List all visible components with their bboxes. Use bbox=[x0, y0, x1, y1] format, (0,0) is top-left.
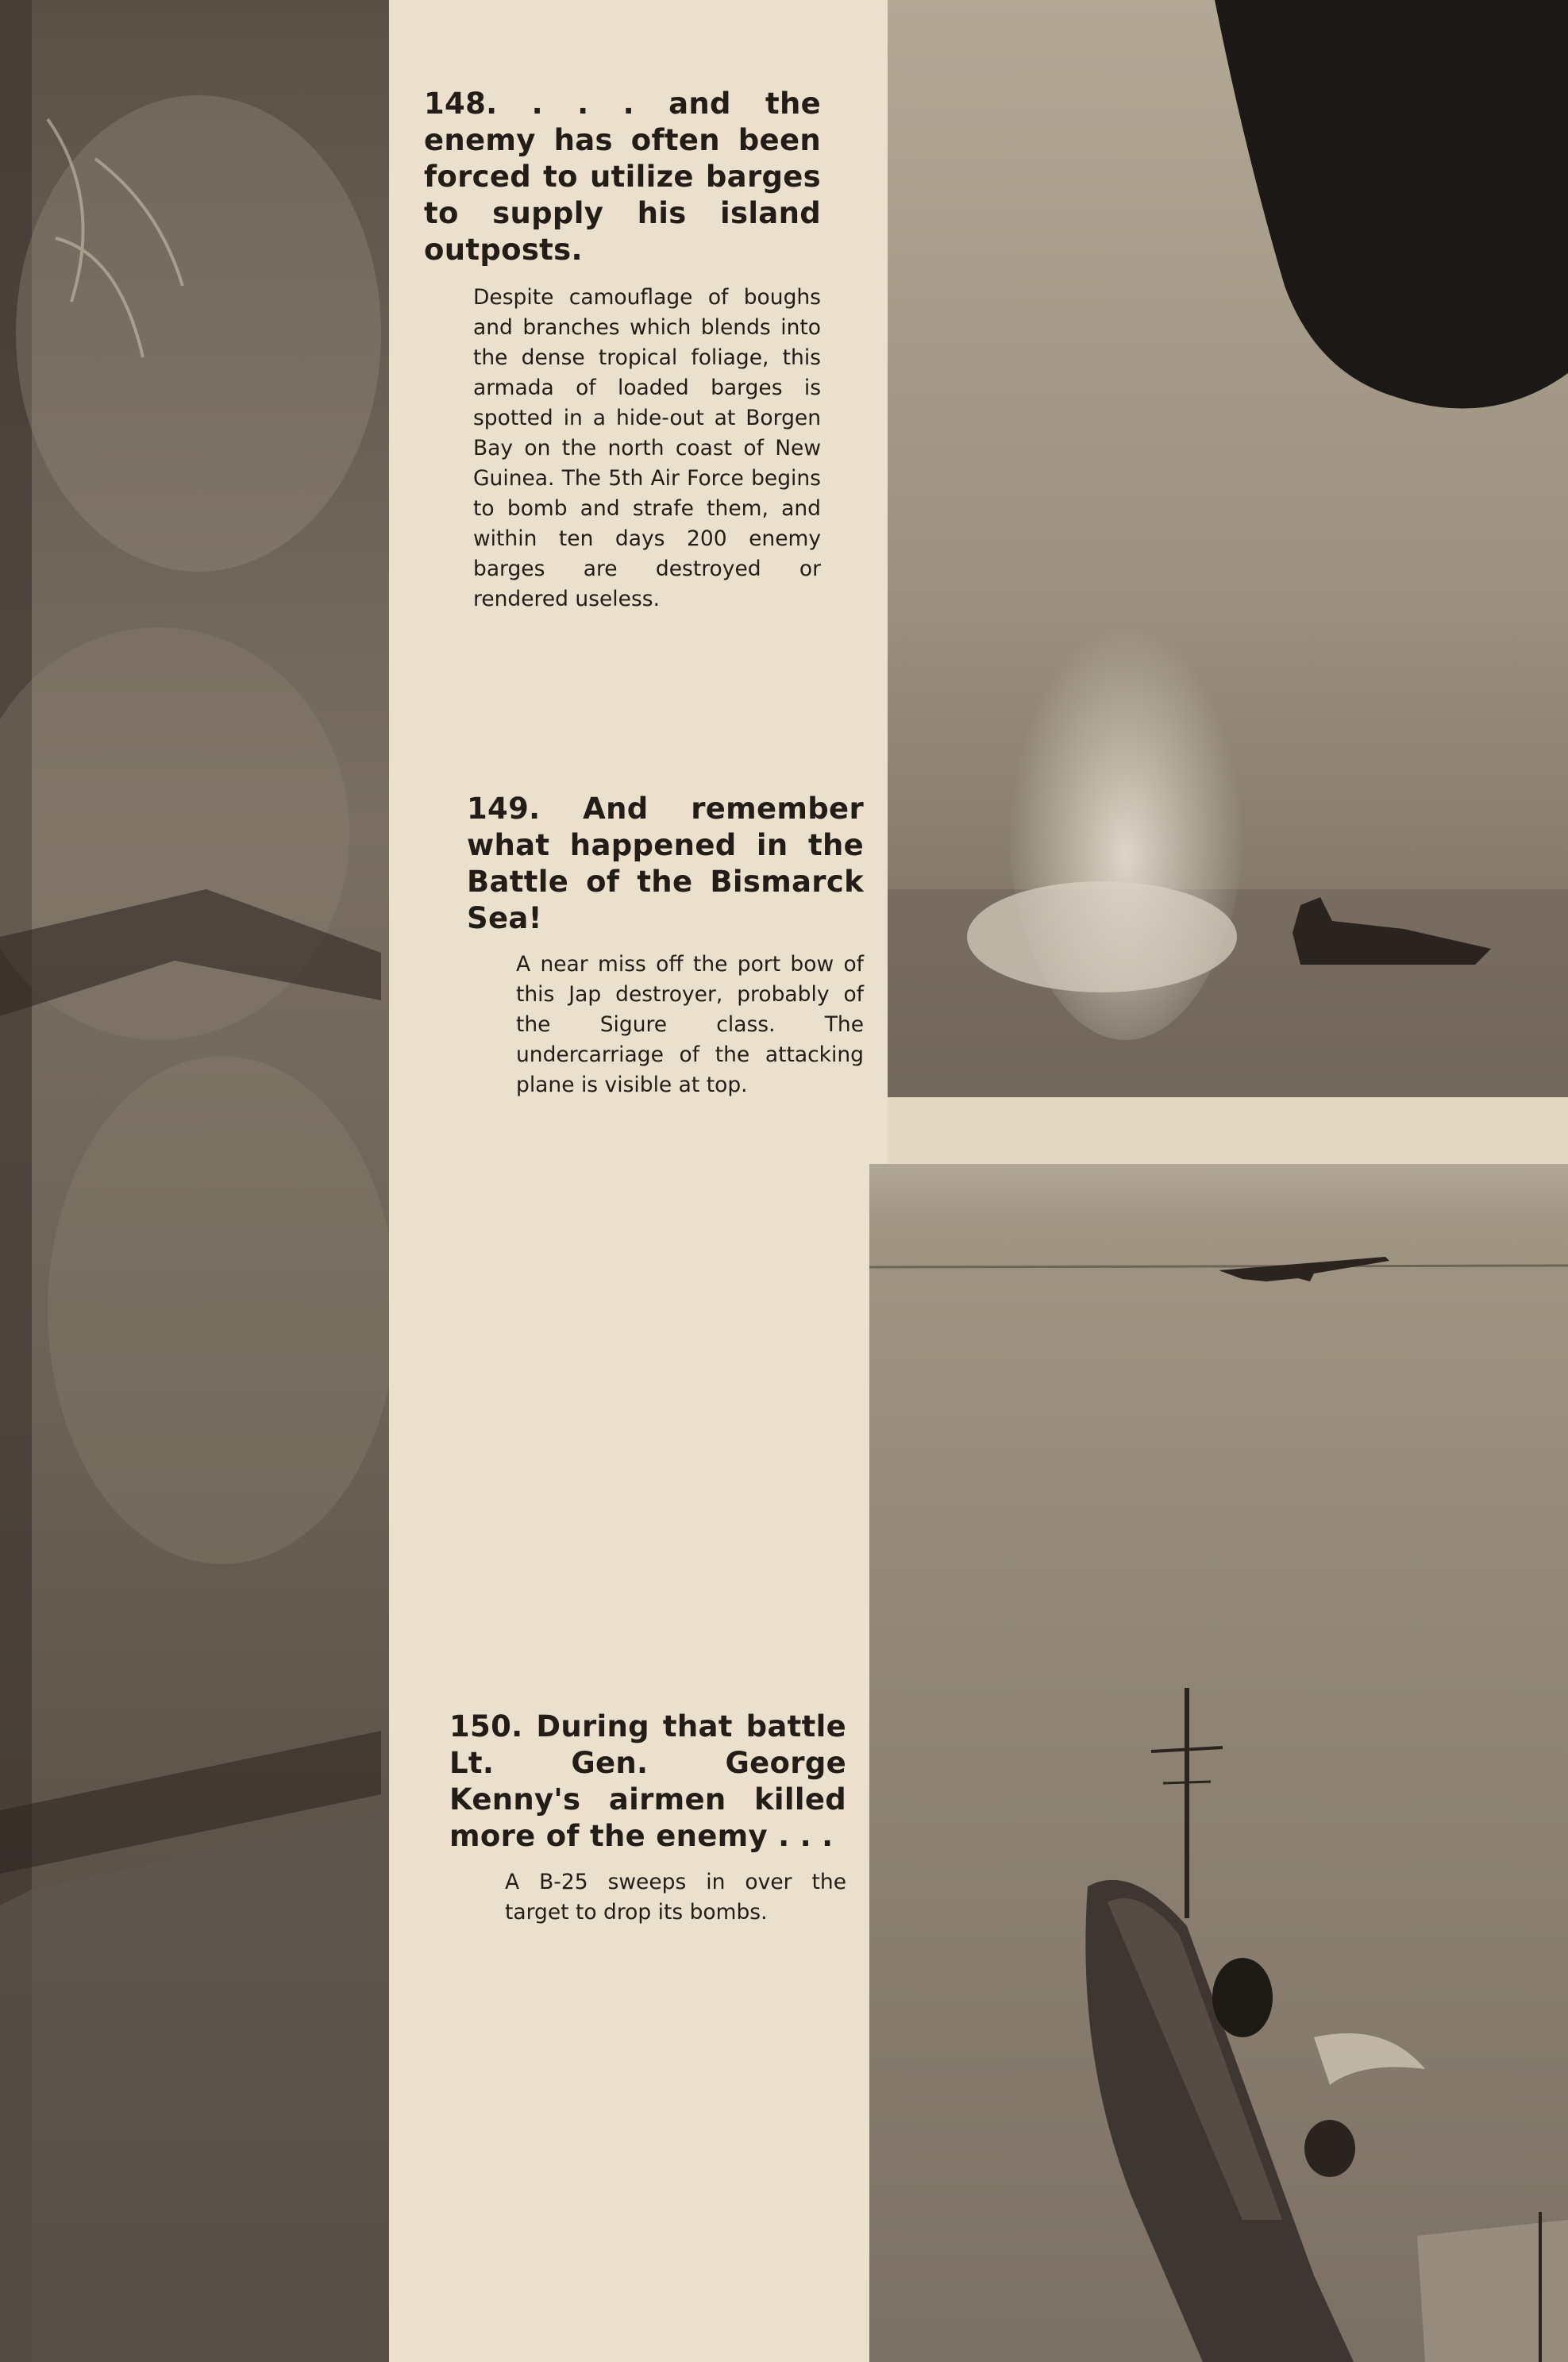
caption-150 bbox=[449, 1709, 846, 1928]
caption-heading: 150. During that battle Lt. Gen. George Kenny's airmen killed more of the enemy . . . bbox=[449, 1709, 846, 1853]
photo-gap bbox=[888, 1097, 1568, 1164]
caption-body: A near miss off the port bow of this Jap destroyer, probably of the Sigure class. The undercarriage of the attacking plane is visible at top. bbox=[516, 952, 864, 1097]
jungle-barges-photo bbox=[0, 0, 397, 2362]
near-miss-explosion-photo bbox=[888, 0, 1568, 1097]
caption-heading: 148. . . . and the enemy has often been forced to utilize barges to supply his island outposts. bbox=[424, 87, 821, 267]
caption-body: A B-25 sweeps in over the target to drop its bombs. bbox=[505, 1870, 846, 1925]
caption-148 bbox=[424, 86, 821, 615]
caption-149 bbox=[467, 791, 864, 1100]
caption-heading: 149. And remember what happened in the Battle of the Bismarck Sea! bbox=[467, 792, 864, 935]
caption-body: Despite camouflage of boughs and branches which blends into the dense tropical foliage, this armada of loaded barges is spotted in a hide-out at Borgen Bay on the north coast of New Guinea. The 5th Air Force begins to bomb and strafe them, and within ten days 200 enemy barges are destroyed or rendered useless. bbox=[473, 285, 821, 611]
destroyer-b25-photo bbox=[869, 1164, 1568, 2362]
